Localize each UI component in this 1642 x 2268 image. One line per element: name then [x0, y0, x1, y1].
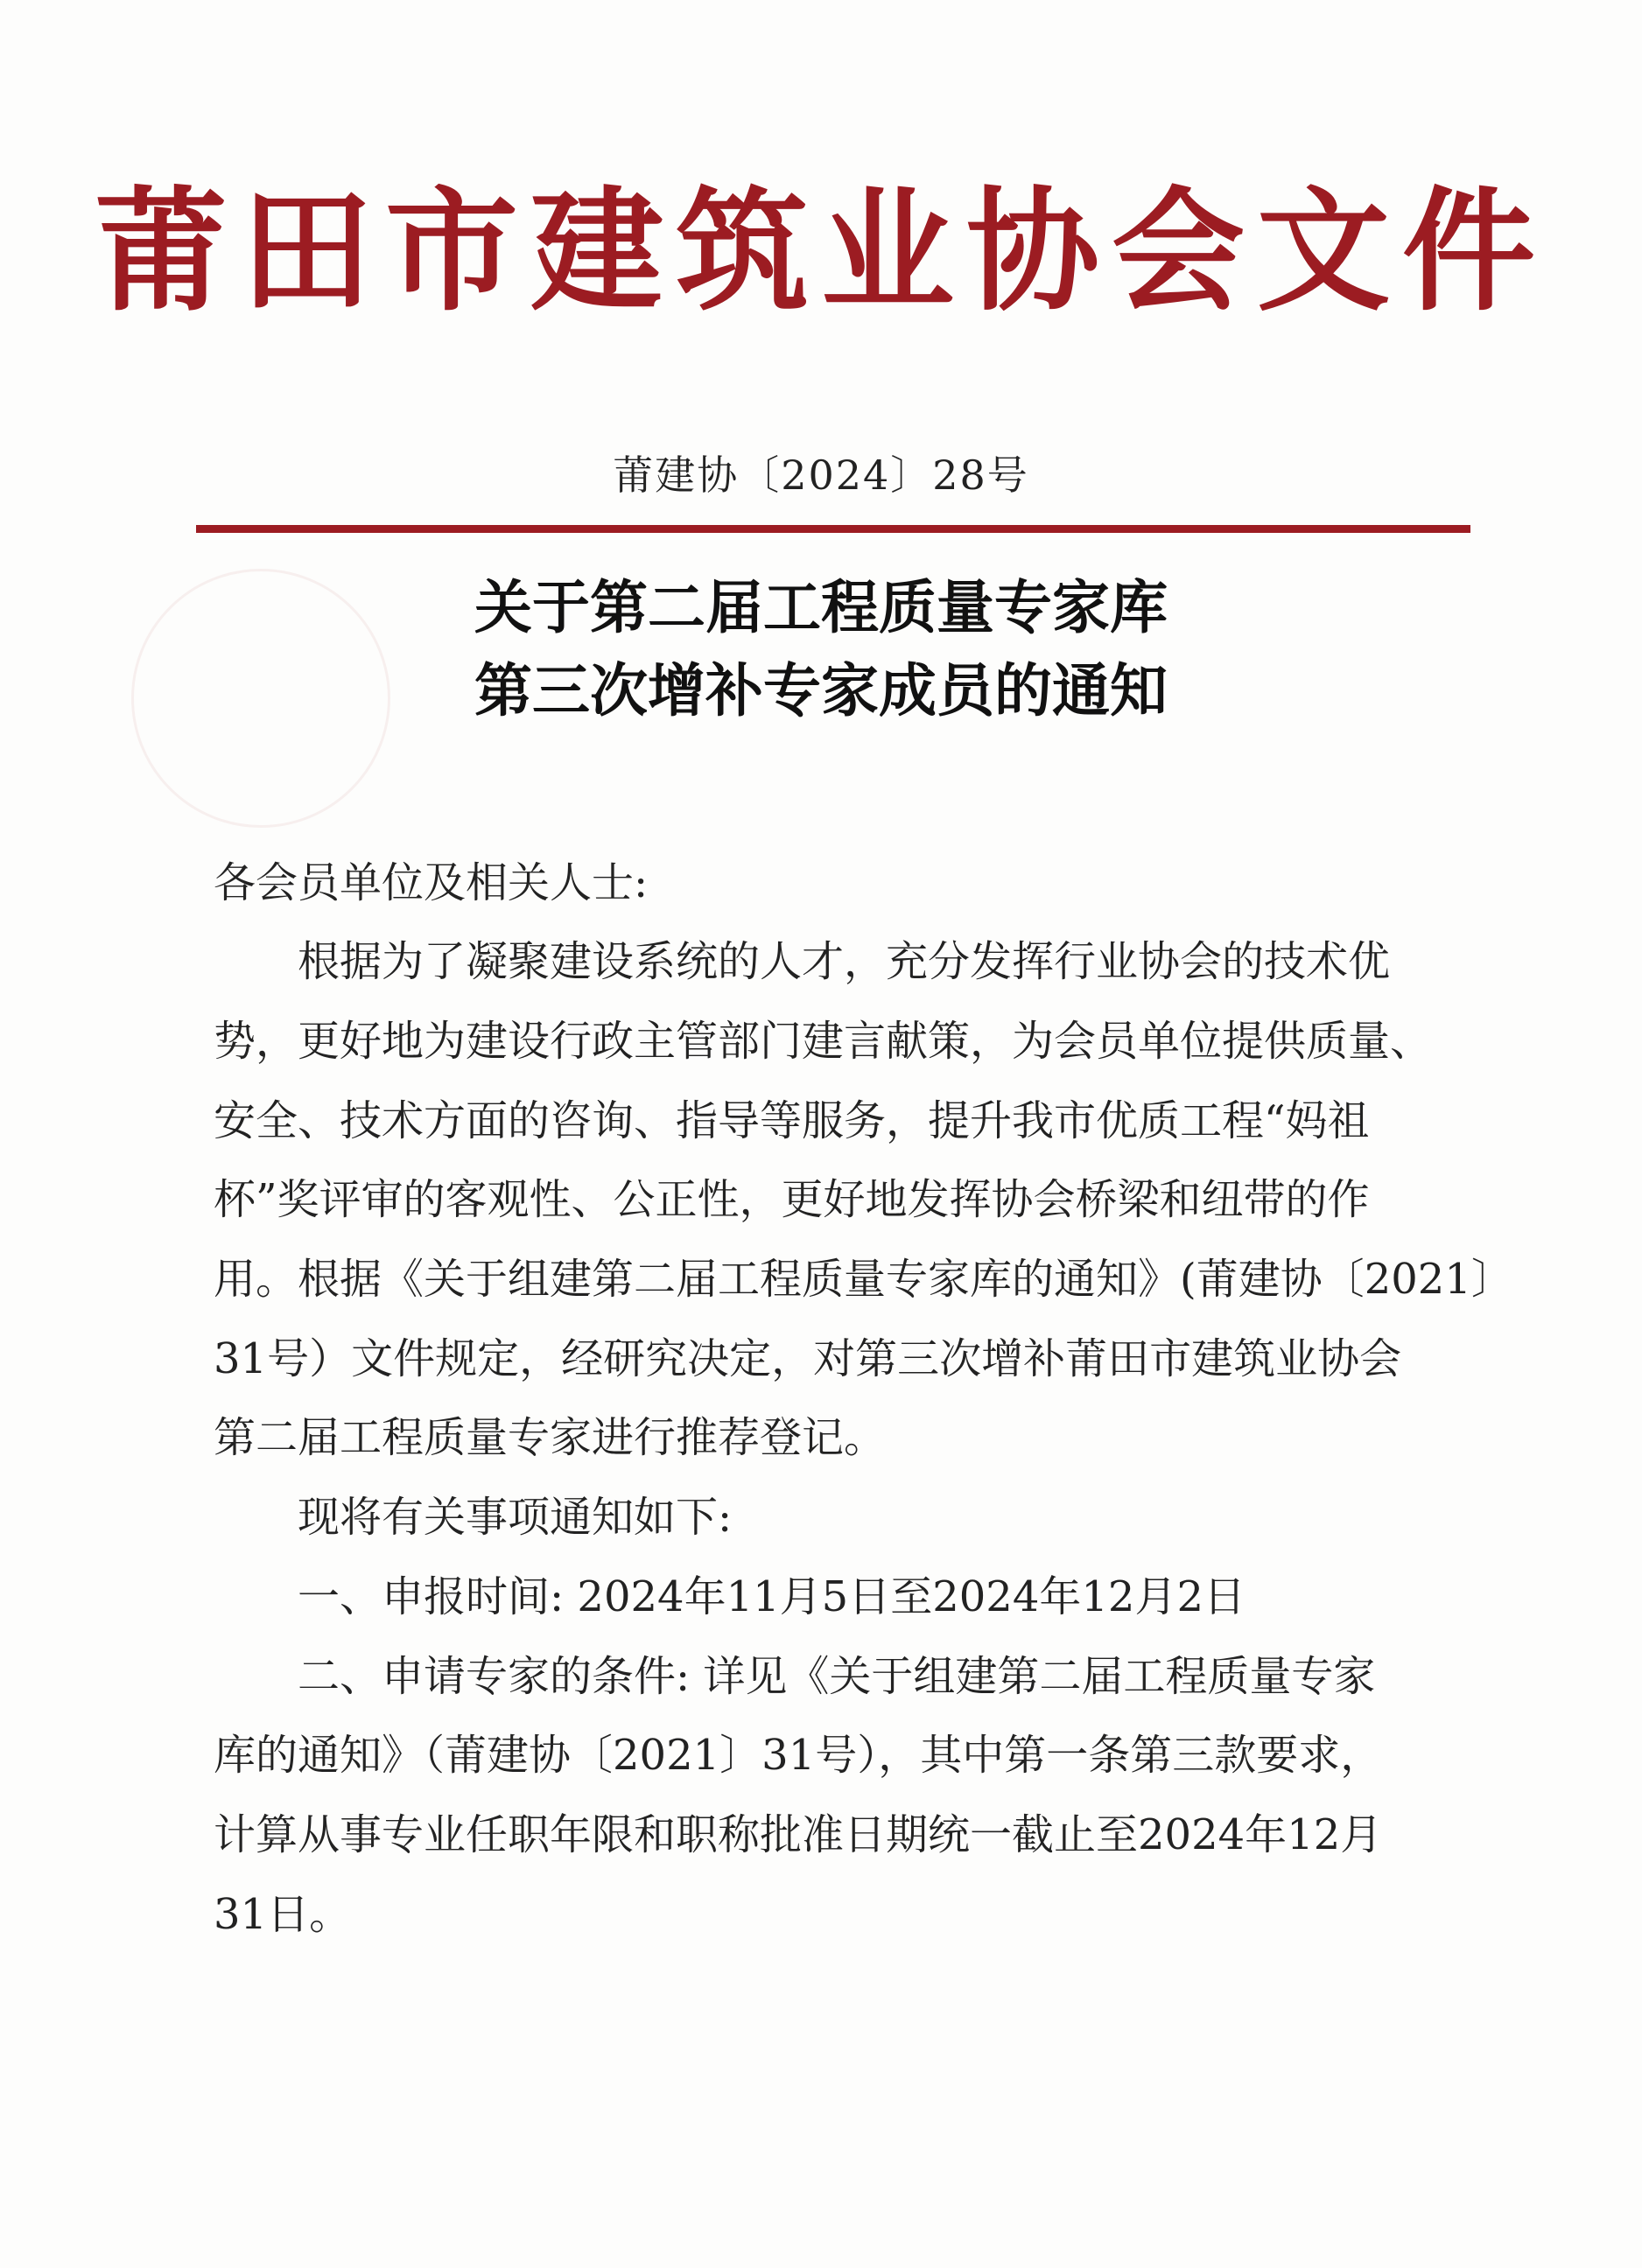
notice-title-line-1: 关于第二届工程质量专家库	[474, 574, 1168, 641]
notice-title-line-2: 第三次增补专家成员的通知	[474, 657, 1168, 724]
document-number: 莆建协〔2024〕28号	[613, 452, 1029, 499]
body-line: 现将有关事项通知如下:	[214, 1493, 733, 1542]
salutation: 各会员单位及相关人士:	[214, 858, 649, 907]
body-line: 杯”奖评审的客观性、公正性，更好地发挥协会桥梁和纽带的作	[214, 1175, 1370, 1224]
body-line: 31日。	[214, 1890, 352, 1939]
red-divider-rule	[196, 525, 1470, 533]
body-line: 第二届工程质量专家进行推荐登记。	[214, 1413, 887, 1462]
body-line: 安全、技术方面的咨询、指导等服务，提升我市优质工程“妈祖	[214, 1096, 1370, 1145]
body-line: 根据为了凝聚建设系统的人才，充分发挥行业协会的技术优	[214, 937, 1391, 986]
body-line: 31号）文件规定，经研究决定，对第三次增补莆田市建筑业协会	[214, 1334, 1402, 1383]
body-line: 一、申报时间: 2024年11月5日至2024年12月2日	[214, 1572, 1246, 1621]
body-line: 计算从事专业任职年限和职称批准日期统一截止至2024年12月	[214, 1810, 1383, 1859]
body-line: 二、申请专家的条件: 详见《关于组建第二届工程质量专家	[214, 1652, 1376, 1701]
body-line: 势，更好地为建设行政主管部门建言献策，为会员单位提供质量、	[214, 1017, 1433, 1066]
body-line: 用。根据《关于组建第二届工程质量专家库的通知》(莆建协〔2021〕	[214, 1255, 1513, 1304]
document-masthead: 莆田市建筑业协会文件	[95, 174, 1547, 329]
body-line: 库的通知》（莆建协〔2021〕31号），其中第一条第三款要求，	[214, 1731, 1383, 1780]
